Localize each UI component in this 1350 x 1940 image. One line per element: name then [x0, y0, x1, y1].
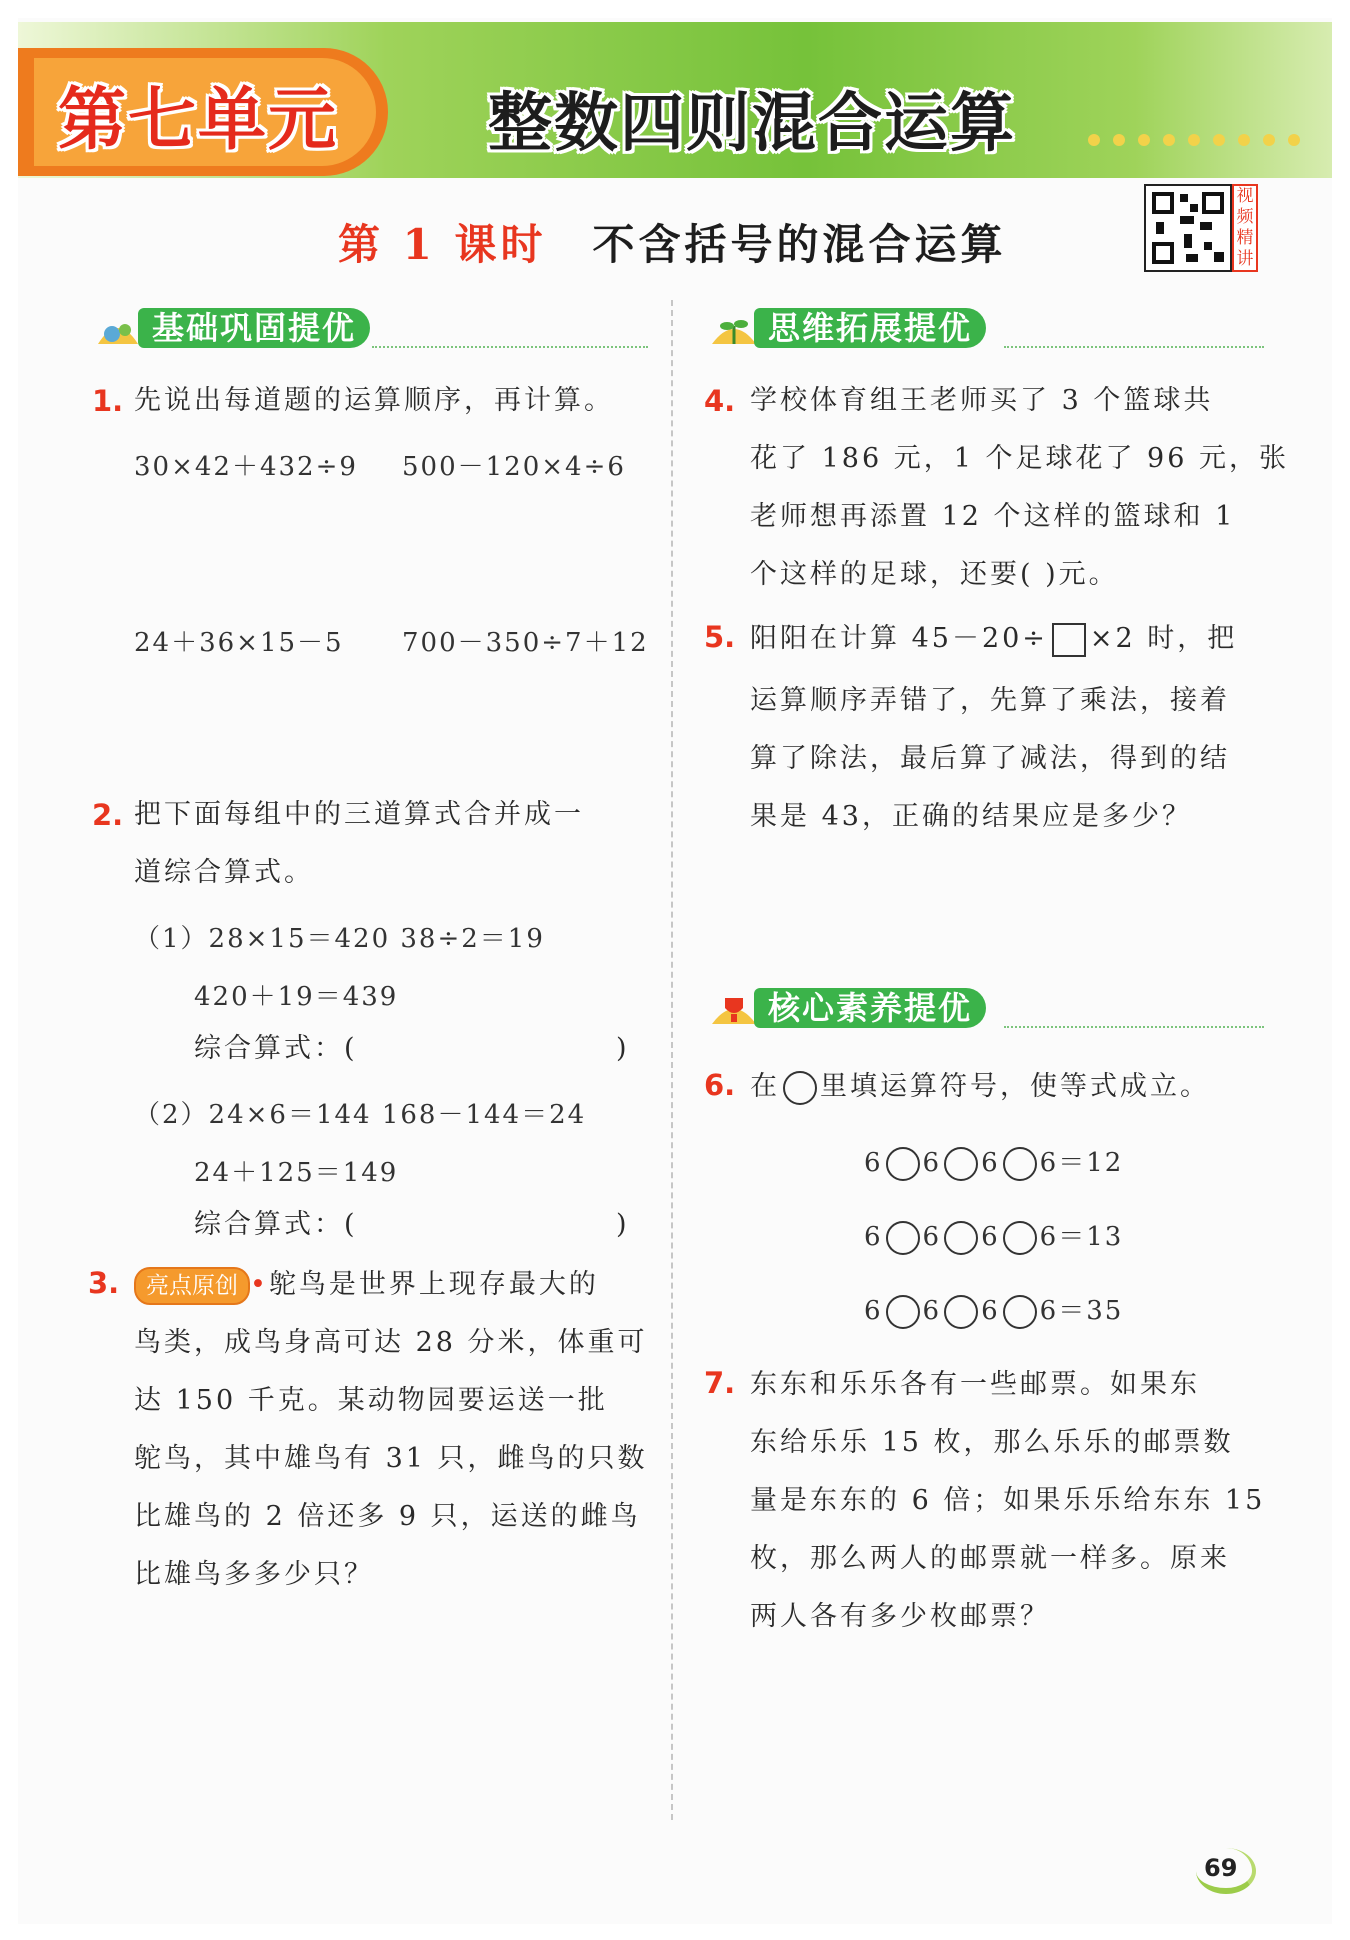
lesson-name: 不含括号的混合运算 [592, 220, 1007, 269]
page-number: 69 [1204, 1854, 1238, 1882]
section-thinking-label: 思维拓展提优 [754, 308, 986, 348]
q3-line-1 [134, 1256, 599, 1314]
q2-group2-answer-label: 综合算式：( [194, 1209, 358, 1240]
q6-text-b: 里填运算符号，使等式成立。 [820, 1071, 1210, 1102]
q4-line-3: 老师想再添置 12 个这样的篮球和 1 [750, 501, 1236, 532]
qr-label: 视频精讲 [1232, 184, 1258, 272]
sprout-icon [708, 306, 760, 350]
q3-line-5: 比雄鸟的 2 倍还多 9 只，运送的雌鸟 [134, 1501, 641, 1532]
operator-circle[interactable] [886, 1221, 920, 1255]
operator-circle[interactable] [886, 1295, 920, 1329]
operator-circle[interactable] [944, 1147, 978, 1181]
column-divider [671, 300, 673, 1820]
q2-text-line1: 把下面每组中的三道算式合并成一 [134, 799, 584, 830]
q5-line-4: 果是 43，正确的结果应是多少？ [750, 801, 1192, 832]
operator-circle[interactable] [886, 1147, 920, 1181]
q1-expr-1: 30×42＋432÷9 [134, 452, 358, 482]
section-underline [1004, 346, 1264, 348]
q7-line-2: 东给乐乐 15 枚，那么乐乐的邮票数 [750, 1427, 1234, 1458]
unit-title: 第七单元 [58, 81, 339, 160]
q7-line-5: 两人各有多少枚邮票？ [750, 1601, 1050, 1632]
q5-line-3: 算了除法，最后算了减法，得到的结 [750, 743, 1230, 774]
q7-line-3: 量是东东的 6 倍；如果乐乐给东东 15 [750, 1485, 1266, 1516]
q2-group2-answer-close: ) [616, 1209, 630, 1240]
q2-group1-answer-close: ) [616, 1033, 630, 1064]
q6-equation-3: 6 6 6 6＝35 [864, 1290, 1123, 1329]
q1-text: 先说出每道题的运算顺序，再计算。 [134, 385, 614, 416]
original-badge: 亮点原创 [134, 1267, 250, 1305]
q3-line-4: 鸵鸟，其中雄鸟有 31 只，雌鸟的只数 [134, 1443, 648, 1474]
q4-line-4: 个这样的足球，还要( )元。 [750, 559, 1119, 590]
q6-text [750, 1058, 1210, 1116]
q1-expr-4: 700－350÷7＋12 [402, 628, 649, 658]
section-basic-header [92, 306, 648, 350]
section-core-header [708, 986, 1264, 1030]
q5-number: 5. [704, 620, 736, 654]
operator-circle[interactable] [1003, 1221, 1037, 1255]
q6-text-a: 在 [750, 1071, 780, 1102]
q2-group1-answer-label: 综合算式：( [194, 1033, 358, 1064]
q5-line-2: 运算顺序弄错了，先算了乘法，接着 [750, 685, 1230, 716]
q1-expr-2: 500－120×4÷6 [402, 452, 626, 482]
q6-number: 6. [704, 1068, 736, 1102]
section-underline [372, 346, 648, 348]
lesson-title [338, 212, 1006, 272]
operator-circle[interactable] [944, 1221, 978, 1255]
q2-group2-line2: 24＋125＝149 [194, 1158, 399, 1188]
topic-title: 整数四则混合运算 [488, 87, 1016, 161]
q3-line-6: 比雄鸟多多少只？ [134, 1559, 374, 1590]
q6-equation-1: 6 6 6 6＝12 [864, 1142, 1123, 1181]
q3-line-3: 达 150 千克。某动物园要运送一批 [134, 1385, 608, 1416]
q4-number: 4. [704, 384, 736, 418]
decorative-dots [1088, 134, 1300, 146]
q3-line-2: 鸟类，成鸟身高可达 28 分米，体重可 [134, 1327, 648, 1358]
q3-line-1-text: 鸵鸟是世界上现存最大的 [268, 1269, 599, 1300]
q5-line-1-b: ×2 时，把 [1089, 623, 1238, 654]
operator-circle[interactable] [1003, 1295, 1037, 1329]
q3-number: 3. [88, 1266, 120, 1300]
answer-box[interactable] [1052, 623, 1086, 657]
q4-line-1: 学校体育组王老师买了 3 个篮球共 [750, 385, 1214, 416]
page-background [18, 18, 1332, 1924]
q2-number: 2. [92, 798, 124, 832]
q5-line-1-a: 阳阳在计算 45－20÷ [750, 623, 1048, 654]
q6-equation-2: 6 6 6 6＝13 [864, 1216, 1123, 1255]
q2-group2-line1: （2）24×6＝144 168－144＝24 [134, 1100, 587, 1130]
q2-text-line2: 道综合算式。 [134, 857, 314, 888]
circle-symbol [783, 1071, 817, 1105]
q2-group1-line1: （1）28×15＝420 38÷2＝19 [134, 924, 545, 954]
gear-leaf-icon [92, 306, 144, 350]
qr-code-icon[interactable] [1144, 184, 1232, 272]
q4-line-2: 花了 186 元，1 个足球花了 96 元，张 [750, 443, 1289, 474]
section-underline [1004, 1026, 1264, 1028]
operator-circle[interactable] [1003, 1147, 1037, 1181]
q7-line-1: 东东和乐乐各有一些邮票。如果东 [750, 1369, 1200, 1400]
trophy-icon [708, 986, 760, 1030]
section-thinking-header [708, 306, 1264, 350]
q2-group1-line2: 420＋19＝439 [194, 982, 399, 1012]
q1-number: 1. [92, 384, 124, 418]
lesson-number: 第 1 课时 [338, 220, 547, 269]
q1-expr-3: 24＋36×15－5 [134, 628, 344, 658]
q5-line-1 [750, 610, 1237, 668]
section-basic-label: 基础巩固提优 [138, 308, 370, 348]
badge-dot: • [250, 1269, 269, 1300]
section-core-label: 核心素养提优 [754, 988, 986, 1028]
operator-circle[interactable] [944, 1295, 978, 1329]
q7-number: 7. [704, 1366, 736, 1400]
q7-line-4: 枚，那么两人的邮票就一样多。原来 [750, 1543, 1230, 1574]
